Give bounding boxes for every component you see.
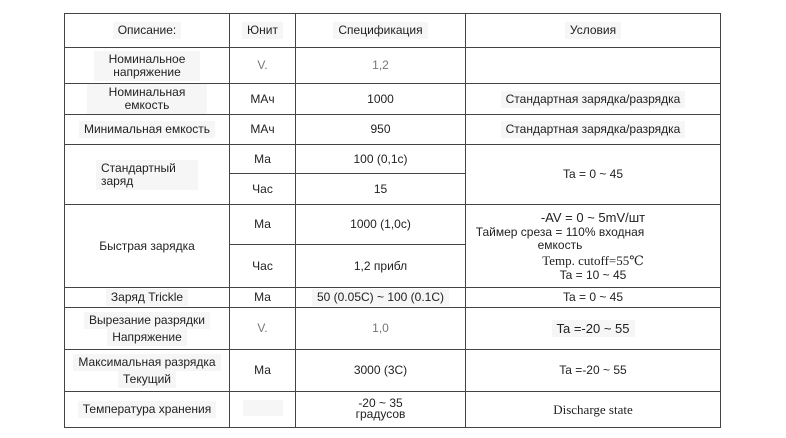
cell-unit: Ма [230, 205, 296, 245]
cell-cond [466, 84, 721, 115]
desc-text: Номинальное напряжение [94, 51, 200, 81]
spec-text: -20 ~ 35 градусов [355, 396, 406, 421]
cell-spec: 1,2 [296, 48, 466, 84]
cond-text: Ta =-20 ~ 55 [552, 320, 635, 337]
cell-unit: Ма [230, 288, 296, 308]
cell-cond: Discharge state [466, 392, 721, 428]
header-spec [296, 14, 466, 48]
cond-line-4: Ta = 10 ~ 45 [559, 267, 627, 282]
row-storage-temp [65, 392, 721, 428]
cell-unit [230, 392, 296, 428]
cell-unit: Час [230, 174, 296, 205]
cell-cond: Ta = 0 ~ 45 [466, 145, 721, 205]
header-row [65, 14, 721, 48]
cell-spec: 15 [296, 174, 466, 205]
cond-text: Стандартная зарядка/разрядка [501, 91, 686, 108]
cell-spec: 1,0 [296, 308, 466, 350]
unit-text [243, 400, 283, 416]
cell-spec [296, 288, 466, 308]
cell-spec: 950 [296, 115, 466, 145]
cell-spec: 1000 [296, 84, 466, 115]
cell-spec [296, 392, 466, 428]
header-description [65, 14, 230, 48]
cell-unit: МАч [230, 115, 296, 145]
desc-line-2: Текущий [118, 371, 176, 388]
cell-cond [466, 308, 721, 350]
cell-cond: Ta = 0 ~ 45 [466, 288, 721, 308]
row-trickle [65, 288, 721, 308]
desc-text: Температура хранения [78, 401, 217, 418]
header-description-label: Описание: [113, 22, 182, 39]
cell-desc [65, 145, 230, 205]
cell-spec: 1000 (1,0с) [296, 205, 466, 245]
cell-unit: V. [230, 308, 296, 350]
cell-cond [466, 115, 721, 145]
row-min-capacity [65, 115, 721, 145]
cell-unit: Час [230, 245, 296, 288]
spec-text: 50 (0.05C) ~ 100 (0.1C) [312, 289, 449, 306]
cell-spec: 3000 (3C) [296, 350, 466, 392]
cond-line-3: Temp. cutoff=55℃ [542, 252, 644, 268]
desc-text: Минимальная емкость [79, 121, 215, 138]
header-conditions [466, 14, 721, 48]
cell-cond: Ta =-20 ~ 55 [466, 350, 721, 392]
header-conditions-label: Условия [565, 22, 621, 39]
cell-desc [65, 84, 230, 115]
row-nominal-voltage [65, 48, 721, 84]
cell-spec: 1,2 прибл [296, 245, 466, 288]
cell-desc [65, 308, 230, 350]
cell-desc [65, 392, 230, 428]
header-spec-label: Спецификация [333, 22, 427, 39]
cell-desc [65, 350, 230, 392]
desc-line-1: Вырезание разрядки [84, 312, 210, 329]
desc-text: Стандартный заряд [96, 160, 198, 190]
cell-spec: 100 (0,1с) [296, 145, 466, 174]
header-unit-label: Юнит [242, 22, 283, 39]
cell-unit: МАч [230, 84, 296, 115]
cell-desc [65, 115, 230, 145]
cond-line-1: -AV = 0 ~ 5mV/шт [540, 209, 646, 225]
desc-text: Номинальная емкость [87, 84, 207, 114]
row-cutoff-voltage [65, 308, 721, 350]
cell-cond [466, 48, 721, 84]
row-nominal-capacity [65, 84, 721, 115]
cell-unit: Ма [230, 350, 296, 392]
cell-desc [65, 48, 230, 84]
cell-unit: V. [230, 48, 296, 84]
row-standard-charge [65, 145, 721, 174]
row-fast-charge [65, 205, 721, 245]
header-unit [230, 14, 296, 48]
row-max-discharge [65, 350, 721, 392]
spec-table [64, 13, 721, 428]
cond-text: Стандартная зарядка/разрядка [501, 121, 686, 138]
cell-desc: Быстрая зарядка [65, 205, 230, 288]
cell-cond [466, 205, 721, 288]
desc-text: Заряд Trickle [106, 289, 188, 306]
cell-desc [65, 288, 230, 308]
desc-line-1: Максимальная разрядка [73, 354, 220, 371]
cell-unit: Ма [230, 145, 296, 174]
desc-line-2: Напряжение [107, 329, 187, 346]
cond-line-2: Таймер среза = 110% входная емкость [475, 224, 645, 252]
